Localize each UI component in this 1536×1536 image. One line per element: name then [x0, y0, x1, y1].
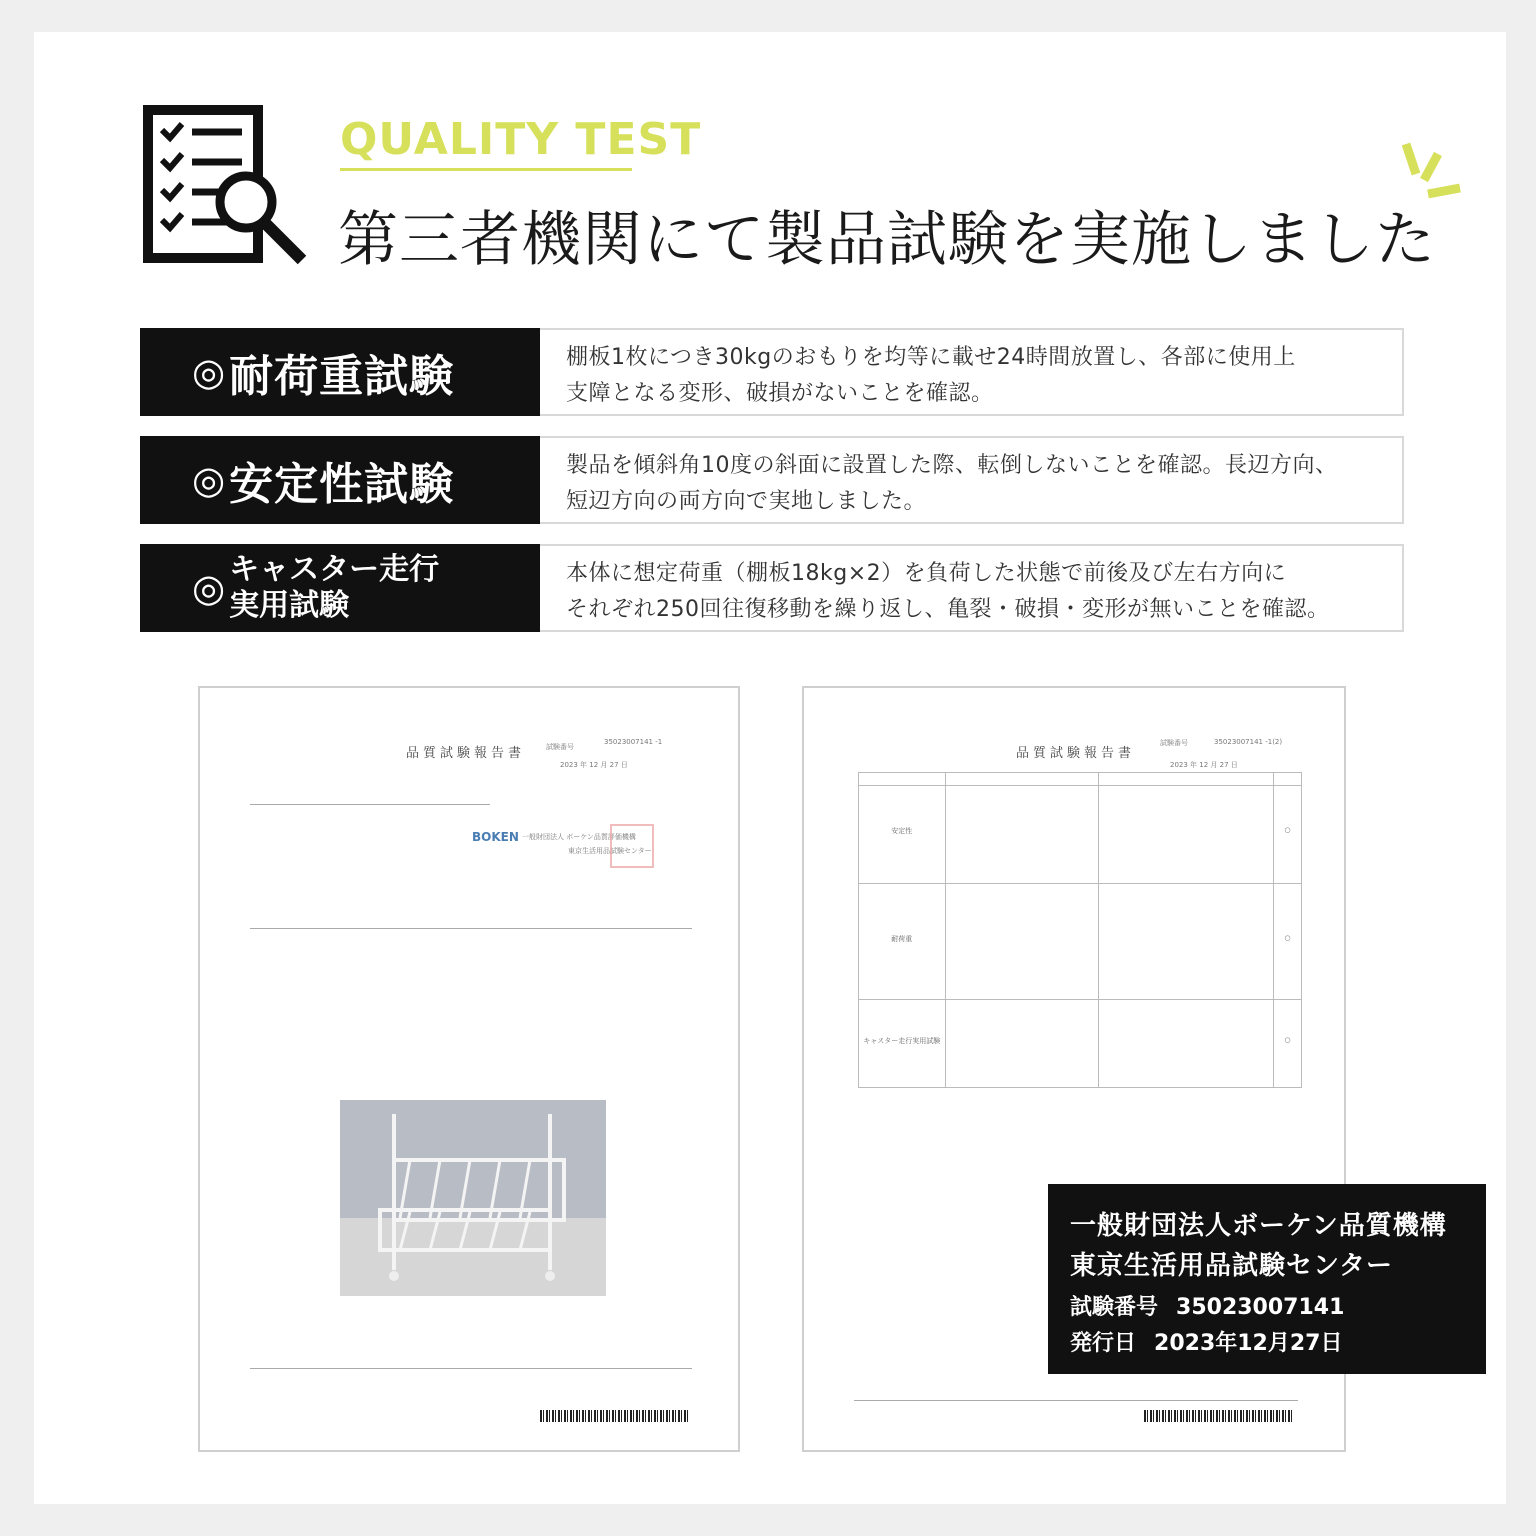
test-number-label: 試験番号 [1070, 1295, 1159, 1320]
test-number: 35023007141 [1176, 1295, 1345, 1320]
test-name: 安定性試験 [229, 459, 455, 510]
row-test-name: 耐荷重 [891, 935, 913, 943]
double-circle-icon: ◎ [192, 566, 226, 610]
test-description [540, 438, 1402, 522]
test-description [540, 546, 1402, 630]
section-subtitle: QUALITY TEST [340, 114, 702, 165]
table-row: 耐荷重 ○ [859, 883, 1301, 999]
report-number-label: 試験番号 [546, 743, 574, 751]
report-center: 東京生活用品試験センター [568, 847, 652, 855]
test-row-stability [140, 436, 1404, 524]
report-date: 2023 年 12 月 27 日 [560, 761, 628, 769]
report-title: 品質試験報告書 [1016, 746, 1136, 761]
row-test-name: キャスター走行実用試験 [863, 1037, 941, 1045]
report-number-label: 試験番号 [1160, 739, 1188, 747]
test-name: 耐荷重試験 [229, 351, 455, 402]
table-row: キャスター走行実用試験 ○ [859, 999, 1301, 1087]
barcode [540, 1410, 688, 1422]
test-number-line [1070, 1290, 1486, 1326]
table-header-row [859, 773, 1301, 785]
page-title: 第三者機関にて製品試験を実施しました [338, 205, 1436, 275]
double-circle-icon: ◎ [192, 350, 226, 394]
test-label [140, 328, 540, 416]
divider [854, 1400, 1298, 1401]
subtitle-underline [340, 168, 632, 171]
issue-date: 2023年12月27日 [1154, 1331, 1343, 1356]
description-line: 本体に想定荷重（棚板18kg×2）を負荷した状態で前後及び左右方向に [566, 561, 1287, 586]
description-line: 支障となる変形、破損がないことを確認。 [566, 381, 994, 406]
test-info-box [1048, 1184, 1486, 1374]
test-report-page-1 [198, 686, 740, 1452]
table-row: 安定性 ○ [859, 785, 1301, 883]
description-line: 短辺方向の両方向で実地しました。 [566, 489, 927, 514]
checklist-magnifier-icon [142, 104, 310, 268]
double-circle-icon: ◎ [192, 458, 226, 502]
report-number: 35023007141 -1(2) [1214, 738, 1283, 746]
test-name-line: キャスター走行 [229, 552, 440, 587]
test-name [229, 552, 439, 624]
divider [250, 804, 490, 805]
boken-logo: BOKEN [472, 830, 519, 844]
report-title: 品質試験報告書 [406, 746, 526, 761]
issue-date-line [1070, 1326, 1486, 1362]
divider [250, 1368, 692, 1369]
row-test-name: 安定性 [891, 827, 913, 835]
product-photo [340, 1100, 606, 1296]
description-line: 棚板1枚につき30kgのおもりを均等に載せ24時間放置し、各部に使用上 [566, 345, 1296, 370]
test-name-line: 実用試験 [229, 588, 350, 623]
wire-rack-image [340, 1100, 606, 1296]
spark-icon [1398, 140, 1468, 210]
issue-date-label: 発行日 [1070, 1331, 1137, 1356]
test-row-load [140, 328, 1404, 416]
divider [250, 928, 692, 929]
report-number: 35023007141 -1 [604, 738, 663, 746]
barcode [1144, 1410, 1292, 1422]
stamp-seal [610, 824, 654, 868]
results-table [858, 772, 1302, 1088]
description-line: それぞれ250回往復移動を繰り返し、亀裂・破損・変形が無いことを確認。 [566, 597, 1330, 622]
description-line: 製品を傾斜角10度の斜面に設置した際、転倒しないことを確認。長辺方向、 [566, 453, 1338, 478]
report-date: 2023 年 12 月 27 日 [1170, 761, 1238, 769]
test-label [140, 436, 540, 524]
test-label [140, 544, 540, 632]
test-center-name: 東京生活用品試験センター [1070, 1251, 1393, 1281]
organization-name: 一般財団法人ボーケン品質機構 [1070, 1211, 1447, 1241]
test-row-caster [140, 544, 1404, 632]
test-description [540, 330, 1402, 414]
report-org: 一般財団法人 ボーケン品質評価機構 [522, 833, 636, 841]
